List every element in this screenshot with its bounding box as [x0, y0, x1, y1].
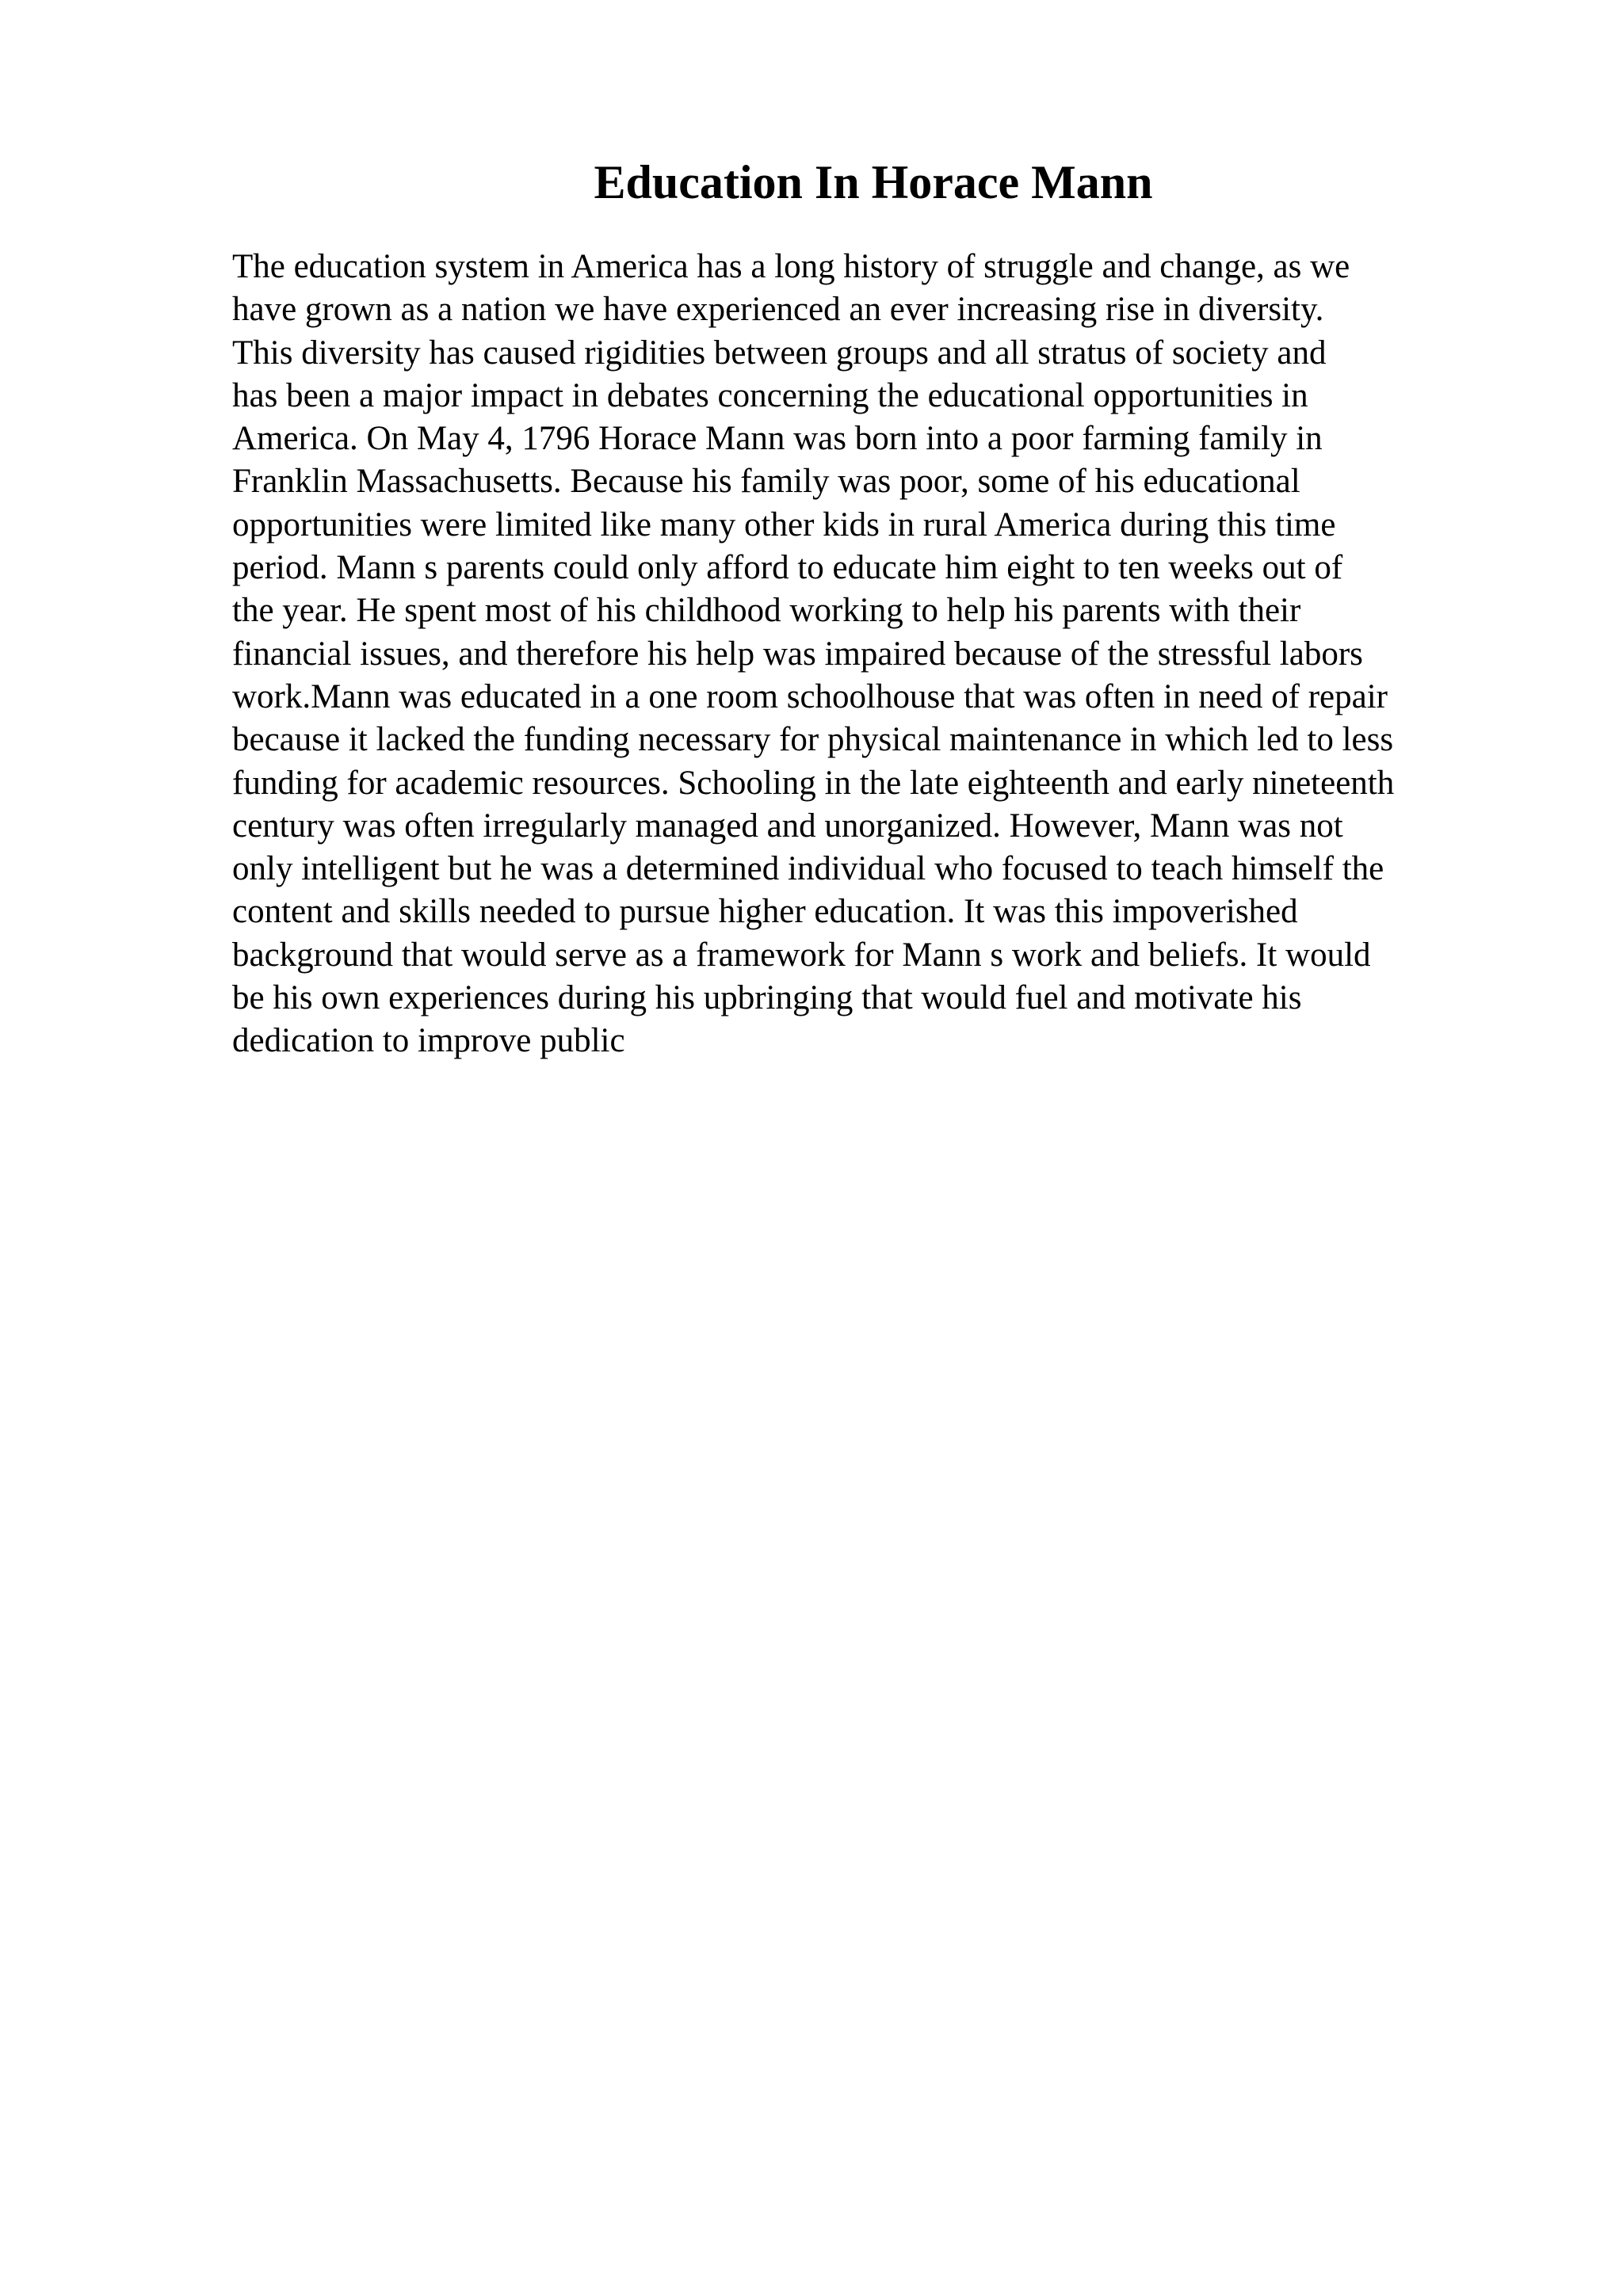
- body-paragraph: [232, 246, 1548, 1063]
- text-line: Franklin Massachusetts. Because his family was poor, some of his educational: [232, 463, 1300, 501]
- text-line: financial issues, and therefore his help was impaired because of the stressful labors: [232, 635, 1363, 673]
- text-line: opportunities were limited like many other kids in rural America during this time: [232, 505, 1336, 543]
- text-line: background that would serve as a framework for Mann s work and beliefs. It would: [232, 936, 1371, 974]
- text-line: content and skills needed to pursue higher education. It was this impoverished: [232, 893, 1298, 931]
- text-line: dedication to improve public: [232, 1022, 625, 1060]
- document-title: Education In Horace Mann: [594, 156, 1153, 208]
- text-line: have grown as a nation we have experienced an ever increasing rise in diversity.: [232, 291, 1324, 329]
- text-line: the year. He spent most of his childhood working to help his parents with their: [232, 592, 1301, 630]
- text-line: funding for academic resources. Schooling in the late eighteenth and early nineteenth: [232, 764, 1395, 802]
- text-line: The education system in America has a long history of struggle and change, as we: [232, 248, 1350, 285]
- text-line: century was often irregularly managed and unorganized. However, Mann was not: [232, 807, 1343, 845]
- text-line: America. On May 4, 1796 Horace Mann was born into a poor farming family in: [232, 420, 1323, 458]
- text-line: be his own experiences during his upbringing that would fuel and motivate his: [232, 979, 1302, 1017]
- text-line: work.Mann was educated in a one room schoolhouse that was often in need of repair: [232, 677, 1388, 715]
- text-line: period. Mann s parents could only afford to educate him eight to ten weeks out of: [232, 549, 1343, 587]
- text-line: has been a major impact in debates concerning the educational opportunities in: [232, 376, 1308, 414]
- text-line: This diversity has caused rigidities between groups and all stratus of society and: [232, 334, 1327, 372]
- text-line: because it lacked the funding necessary for physical maintenance in which led to less: [232, 721, 1394, 759]
- text-line: only intelligent but he was a determined individual who focused to teach himself the: [232, 850, 1384, 888]
